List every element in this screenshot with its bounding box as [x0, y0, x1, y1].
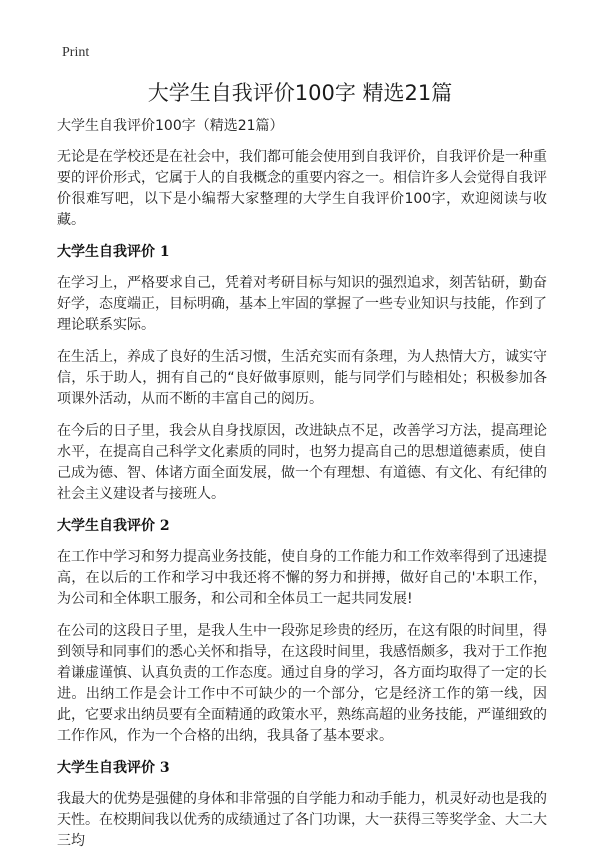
- section-1-paragraph-2: 在生活上，养成了良好的生活习惯，生活充实而有条理，为人热情大方，诚实守信，乐于助人，拥有自己的“良好做事原则，能与同学们与睦相处；积极参加各项课外活动，从而不断的丰富自己的阅历。: [57, 349, 547, 407]
- section-heading-2: 大学生自我评价 2: [57, 518, 170, 534]
- intro-paragraph: 无论是在学校还是在社会中，我们都可能会使用到自我评价，自我评价是一种重要的评价形式，它属于人的自我概念的重要内容之一。相信许多人会觉得自我评价很难写吧，以下是小编帮大家整理的大学生自我评价100字，欢迎阅读与收藏。: [57, 149, 547, 228]
- section-heading-3: 大学生自我评价 3: [57, 760, 170, 776]
- page-title: 大学生自我评价100字 精选21篇: [147, 81, 453, 105]
- section-3-paragraph-1: 我最大的优势是强健的身体和非常强的自学能力和动手能力，机灵好动也是我的天性。在校期间我以优秀的成绩通过了各门功课，大一获得三等奖学金、大二大三均: [57, 791, 547, 849]
- section-2-paragraph-2: 在公司的这段日子里，是我人生中一段弥足珍贵的经历，在这有限的时间里，得到领导和同事们的悉心关怀和指导，在这段时间里，我感悟颇多，我对于工作抱着谦虚谨慎、认真负责的工作态度。通过自身的学习，各方面均取得了一定的长进。出纳工作是会计工作中不可缺少的一个部分，它是经济工作的第一线，因此，它要求出纳员要有全面精通的政策水平，熟练高超的业务技能，严谨细致的工作作风，作为一个合格的出纳，我具备了基本要求。: [57, 623, 547, 744]
- section-1-paragraph-1: 在学习上，严格要求自己，凭着对考研目标与知识的强烈追求，刻苦钻研，勤奋好学，态度端正，目标明确，基本上牢固的掌握了一些专业知识与技能，作到了理论联系实际。: [57, 275, 547, 333]
- section-1-paragraph-3: 在今后的日子里，我会从自身找原因，改进缺点不足，改善学习方法，提高理论水平，在提高自己科学文化素质的同时，也努力提高自己的思想道德素质，使自己成为德、智、体诸方面全面发展，做一个有理想、有道德、有文化、有纪律的社会主义建设者与接班人。: [57, 423, 547, 502]
- section-heading-1: 大学生自我评价 1: [57, 244, 170, 260]
- article-body: [57, 116, 547, 863]
- article-subtitle: 大学生自我评价100字（精选21篇）: [57, 118, 284, 134]
- section-2-paragraph-1: 在工作中学习和努力提高业务技能，使自身的工作能力和工作效率得到了迅速提高，在以后的工作和学习中我还将不懈的努力和拼搏，做好自己的'本职工作，为公司和全体职工服务，和公司和全体员工一起共同发展!: [57, 549, 547, 607]
- print-link[interactable]: Print: [62, 45, 90, 60]
